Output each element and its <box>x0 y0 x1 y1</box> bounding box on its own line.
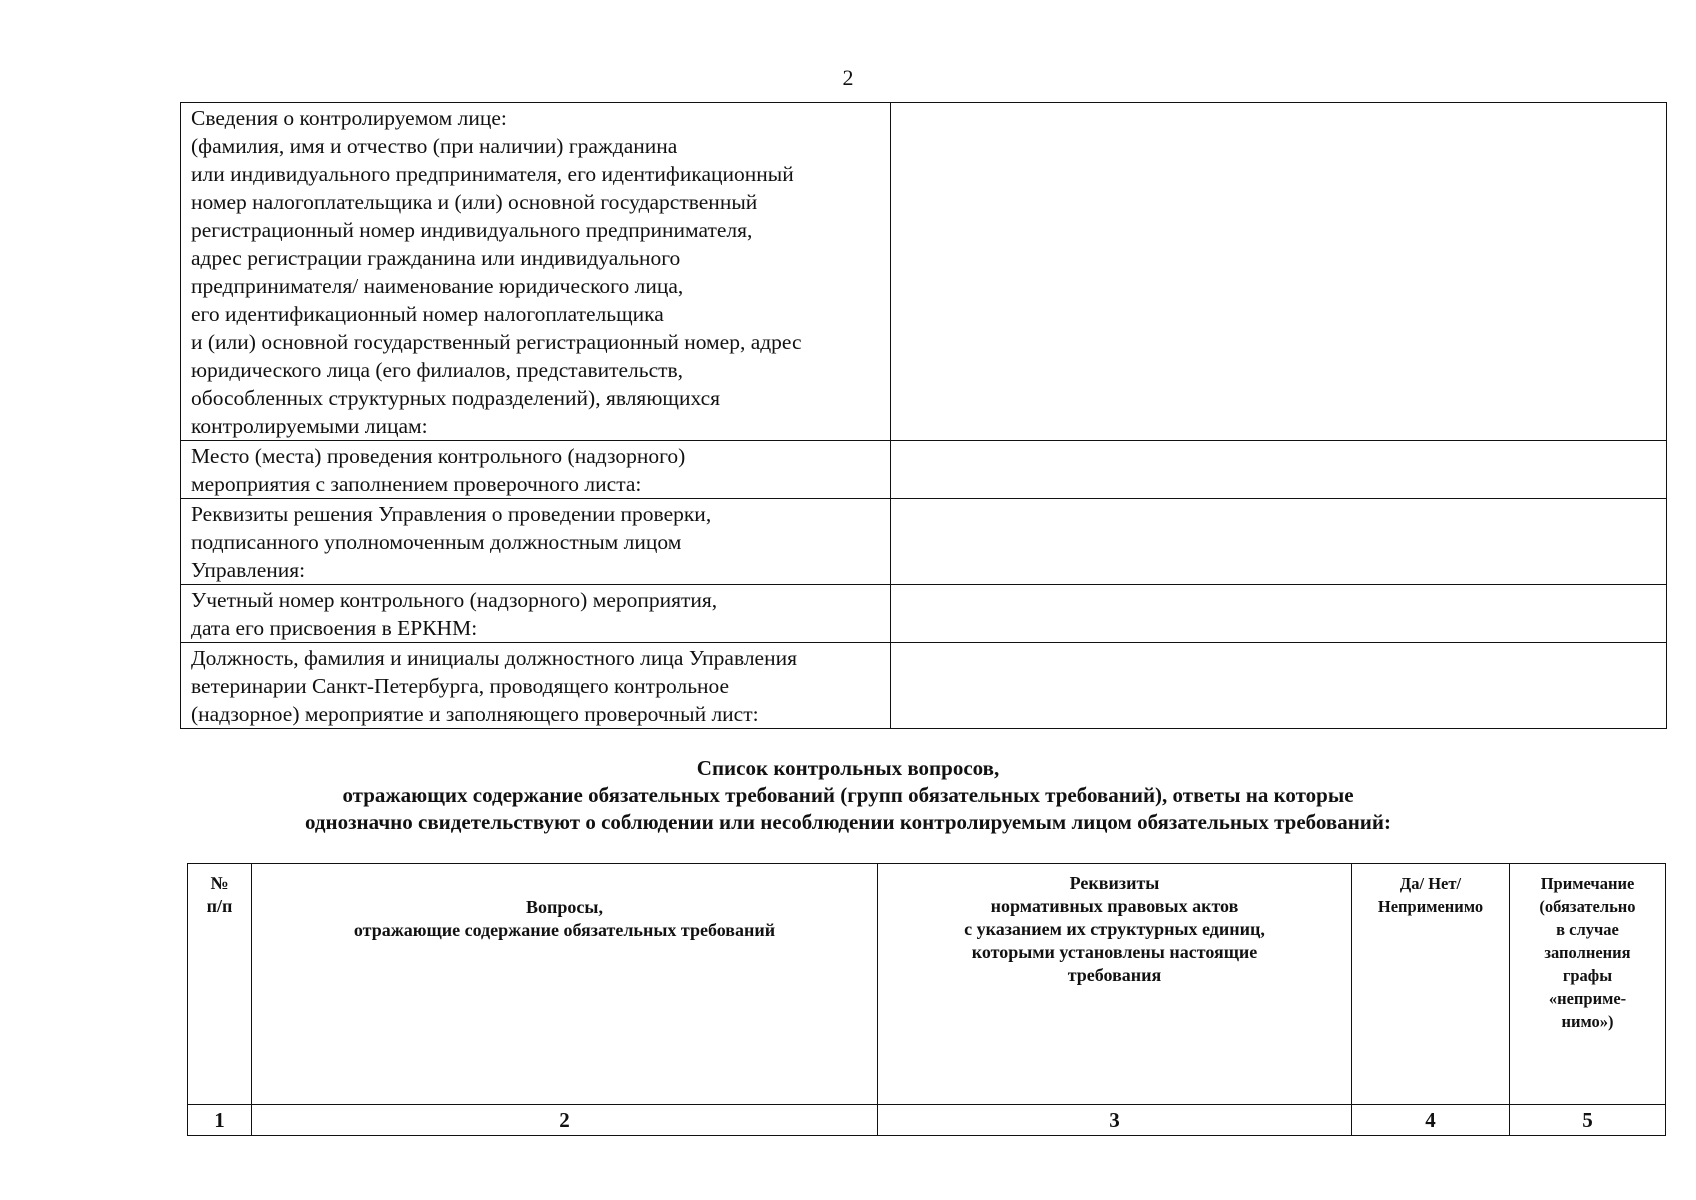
info-row-official <box>181 643 1667 729</box>
info-row-controlled-person <box>181 103 1667 441</box>
column-number-4: 4 <box>1352 1105 1510 1136</box>
header-cell-number <box>188 864 252 1105</box>
column-number-5: 5 <box>1510 1105 1666 1136</box>
page-number: 2 <box>842 65 854 90</box>
checklist-column-numbers-row <box>188 1105 1666 1136</box>
header-cell-legal-acts <box>878 864 1352 1105</box>
info-value-registration-number[interactable] <box>891 585 1667 643</box>
info-label-location: Место (места) проведения контрольного (надзорного) мероприятия с заполнением проверочного листа: <box>181 441 891 499</box>
header-answer-label: Да/ Нет/ Неприменимо <box>1377 874 1484 916</box>
info-value-official[interactable] <box>891 643 1667 729</box>
header-questions-label: Вопросы, отражающие содержание обязательных требований <box>353 897 776 940</box>
info-label-official: Должность, фамилия и инициалы должностного лица Управления ветеринарии Санкт-Петербурга, проводящего контрольное (надзорное) мероприятие и заполняющего проверочный лист: <box>181 643 891 729</box>
info-value-controlled-person[interactable] <box>891 103 1667 441</box>
info-label-controlled-person: Сведения о контролируемом лице: (фамилия, имя и отчество (при наличии) гражданина или индивидуального предпринимателя, его идентификационный номер налогоплательщика и (или) основной государственный регистрационный номер индивидуального предпринимателя, адрес регистрации гражданина или индивидуального предпринимателя/ наименование юридического лица, его идентификационный номер налогоплательщика и (или) основной государственный регистрационный номер, адрес юридического лица (его филиалов, представительств, обособленных структурных подразделений), являющихся контролируемыми лицам: <box>181 103 891 441</box>
column-number-2: 2 <box>252 1105 878 1136</box>
info-label-registration-number: Учетный номер контрольного (надзорного) мероприятия, дата его присвоения в ЕРКНМ: <box>181 585 891 643</box>
checklist-header-row <box>188 864 1666 1105</box>
header-number-label: № п/п <box>206 873 233 916</box>
header-cell-questions <box>252 864 878 1105</box>
info-value-location[interactable] <box>891 441 1667 499</box>
header-note-label: Примечание (обязательно в случае заполнения графы «неприме- нимо») <box>1539 874 1636 1031</box>
header-cell-note <box>1510 864 1666 1105</box>
header-legal-acts-label: Реквизиты нормативных правовых актов с указанием их структурных единиц, которыми установлены настоящие требования <box>964 873 1265 985</box>
column-number-1: 1 <box>188 1105 252 1136</box>
info-row-location <box>181 441 1667 499</box>
checklist-questions-table <box>187 863 1666 1136</box>
info-row-registration-number <box>181 585 1667 643</box>
header-cell-answer <box>1352 864 1510 1105</box>
checklist-section-heading: Список контрольных вопросов, отражающих содержание обязательных требований (групп обязательных требований), ответы на которые однозначно свидетельствуют о соблюдении или несоблюдении контролируемым лицом обязательных требований: <box>305 756 1391 834</box>
info-row-decision-details <box>181 499 1667 585</box>
column-number-3: 3 <box>878 1105 1352 1136</box>
info-value-decision-details[interactable] <box>891 499 1667 585</box>
inspection-info-table <box>180 102 1667 729</box>
info-label-decision-details: Реквизиты решения Управления о проведении проверки, подписанного уполномоченным должностным лицом Управления: <box>181 499 891 585</box>
